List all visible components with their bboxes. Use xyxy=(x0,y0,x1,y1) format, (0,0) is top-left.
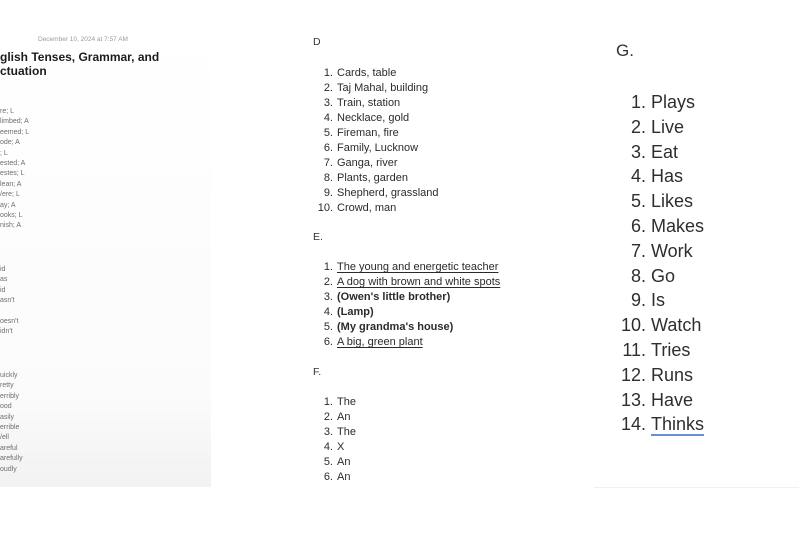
item-number: 5. xyxy=(630,191,646,212)
item-number: 6. xyxy=(323,142,333,154)
item-number: 4. xyxy=(323,112,333,124)
item-number: 8. xyxy=(323,172,333,184)
item-text: X xyxy=(337,441,345,453)
item-text: An xyxy=(337,456,351,468)
item-text: The xyxy=(337,396,356,408)
left-note-panel xyxy=(0,27,211,487)
item-number: 13. xyxy=(620,389,646,410)
item-number: 2. xyxy=(630,116,646,137)
left-list-item: /ere; L xyxy=(0,191,20,199)
section-f-item xyxy=(313,410,356,425)
item-text: Have xyxy=(651,389,694,410)
item-number: 6. xyxy=(323,336,333,348)
item-text: Live xyxy=(651,116,685,137)
item-text: An xyxy=(337,471,351,483)
left-list-item: as xyxy=(0,276,8,284)
item-number: 2. xyxy=(323,82,333,94)
item-number: 6. xyxy=(323,471,333,483)
section-g-item xyxy=(616,412,704,437)
section-d-item xyxy=(313,156,439,171)
section-g-item xyxy=(616,90,704,115)
item-text: Family, Lucknow xyxy=(337,142,419,154)
left-list-item: arefully xyxy=(0,455,23,463)
item-text: A dog with brown and white spots xyxy=(337,276,501,288)
left-list-item: ; L xyxy=(0,149,8,157)
item-text: (Owen's little brother) xyxy=(337,291,451,303)
item-number: 5. xyxy=(323,321,333,333)
section-d-item xyxy=(313,66,439,81)
section-g-item xyxy=(616,140,704,165)
middle-page xyxy=(313,36,533,496)
item-text: Plants, garden xyxy=(337,172,408,184)
item-number: 6. xyxy=(630,215,646,236)
left-list-item: ooks; L xyxy=(0,211,23,219)
item-text: Plays xyxy=(651,92,696,112)
item-number: 5. xyxy=(323,456,333,468)
item-text: (Lamp) xyxy=(337,306,374,318)
item-text: Shepherd, grassland xyxy=(337,187,439,199)
section-e-item xyxy=(313,260,500,275)
section-g-item xyxy=(616,313,704,338)
item-text: Crowd, man xyxy=(337,202,397,214)
left-list-item: ested; A xyxy=(0,159,26,167)
section-f-item xyxy=(313,440,356,455)
item-text: Train, station xyxy=(337,97,401,109)
note-title: glish Tenses, Grammar, and ctuation xyxy=(0,50,160,78)
item-number: 4. xyxy=(323,306,333,318)
section-g-item xyxy=(616,164,704,189)
left-list-item: ay; A xyxy=(0,201,16,209)
left-list-item: areful xyxy=(0,444,18,452)
section-f-item xyxy=(313,425,356,440)
item-number: 3. xyxy=(323,426,333,438)
section-g-list xyxy=(616,90,704,437)
item-text: Eat xyxy=(651,141,679,162)
answer-list-a xyxy=(0,107,29,232)
item-text: (My grandma's house) xyxy=(337,321,454,333)
section-g-item xyxy=(616,239,704,264)
item-text: Has xyxy=(651,166,684,187)
left-list-item: /ell xyxy=(0,434,9,442)
item-number: 1. xyxy=(323,261,333,273)
section-g-item xyxy=(616,264,704,289)
item-number: 8. xyxy=(630,265,646,286)
item-number: 3. xyxy=(323,97,333,109)
section-e-item xyxy=(313,305,500,320)
section-f-heading: F. xyxy=(313,366,322,378)
item-number: 4. xyxy=(323,441,333,453)
section-f-item xyxy=(313,455,356,470)
section-e-heading: E. xyxy=(313,231,323,243)
left-list-item: limbed; A xyxy=(0,118,29,126)
left-list-item: asn't xyxy=(0,297,15,305)
left-list-item: idn't xyxy=(0,328,13,336)
item-text: Watch xyxy=(651,315,702,336)
section-d-heading: D xyxy=(313,36,321,48)
left-list-item: re; L xyxy=(0,108,15,115)
left-list-item: lean; A xyxy=(0,180,22,188)
item-text: Runs xyxy=(651,364,694,385)
item-text: Is xyxy=(651,290,666,311)
section-g-item xyxy=(616,115,704,140)
item-text: Work xyxy=(651,240,693,261)
item-text: Tries xyxy=(651,339,691,360)
left-list-item: nish; A xyxy=(0,222,22,230)
left-list-item: asily xyxy=(0,413,15,421)
left-list-item: id xyxy=(0,266,6,273)
section-e-list xyxy=(313,260,500,350)
item-text: Fireman, fire xyxy=(337,127,399,139)
left-list-item: ood xyxy=(0,403,12,411)
section-f-item xyxy=(313,395,356,410)
item-number: 1. xyxy=(323,396,333,408)
note-date: December 10, 2024 at 7:57 AM xyxy=(38,36,128,43)
item-number: 2. xyxy=(323,276,333,288)
item-text: Thinks xyxy=(651,414,705,435)
item-number: 1. xyxy=(323,67,333,79)
section-g-item xyxy=(616,288,704,313)
item-text: The xyxy=(337,426,356,438)
item-text: Likes xyxy=(651,191,694,212)
section-e-item xyxy=(313,290,500,305)
section-e-item xyxy=(313,320,500,335)
left-list-item: oudly xyxy=(0,465,17,473)
left-list-item: errible xyxy=(0,423,20,431)
item-text: Go xyxy=(651,265,676,286)
item-number: 4. xyxy=(630,166,646,187)
item-text: A big, green plant xyxy=(337,336,423,348)
left-list-item: oesn't xyxy=(0,317,19,325)
item-number: 11. xyxy=(622,339,646,360)
section-d-item xyxy=(313,201,439,216)
section-g-heading: G. xyxy=(616,41,634,60)
item-text: Taj Mahal, building xyxy=(337,82,429,94)
item-text: Necklace, gold xyxy=(337,112,410,124)
section-g-item xyxy=(616,388,704,413)
item-text: Ganga, river xyxy=(337,157,398,169)
item-number: 10. xyxy=(620,315,646,336)
item-number: 9. xyxy=(323,187,333,199)
section-d-item xyxy=(313,141,439,156)
section-d-item xyxy=(313,96,439,111)
section-g-item xyxy=(616,363,704,388)
item-number: 14. xyxy=(620,414,646,435)
item-number: 9. xyxy=(630,290,646,311)
section-f-item xyxy=(313,470,356,485)
right-page xyxy=(594,35,799,488)
section-d-item xyxy=(313,126,439,141)
item-number: 10. xyxy=(317,202,333,214)
section-d-item xyxy=(313,186,439,201)
item-text: Cards, table xyxy=(337,67,397,79)
item-text: An xyxy=(337,411,351,423)
left-list-item: eemed; L xyxy=(0,128,30,136)
left-list-item: id xyxy=(0,286,6,294)
item-number: 3. xyxy=(323,291,333,303)
section-d-item xyxy=(313,111,439,126)
item-number: 3. xyxy=(630,141,646,162)
item-text: The young and energetic teacher xyxy=(337,261,499,273)
answer-list-b xyxy=(0,265,18,338)
item-number: 7. xyxy=(323,157,333,169)
item-text: Makes xyxy=(651,215,705,236)
section-g-item xyxy=(616,338,704,363)
left-list-item xyxy=(0,307,18,317)
item-number: 1. xyxy=(630,92,646,112)
answer-list-c xyxy=(0,371,23,475)
left-list-item: uickly xyxy=(0,372,18,379)
item-number: 5. xyxy=(323,127,333,139)
left-list-item: retty xyxy=(0,382,14,390)
section-e-item xyxy=(313,275,500,290)
section-g-item xyxy=(616,214,704,239)
section-f-list xyxy=(313,395,356,485)
item-number: 7. xyxy=(630,240,646,261)
section-d-item xyxy=(313,171,439,186)
item-number: 12. xyxy=(620,364,646,385)
section-e-item xyxy=(313,335,500,350)
item-number: 2. xyxy=(323,411,333,423)
section-g-item xyxy=(616,189,704,214)
left-list-item: ode; A xyxy=(0,139,20,147)
section-d-item xyxy=(313,81,439,96)
section-d-list xyxy=(313,66,439,216)
left-list-item: estes; L xyxy=(0,170,25,178)
left-list-item: erribly xyxy=(0,392,20,400)
